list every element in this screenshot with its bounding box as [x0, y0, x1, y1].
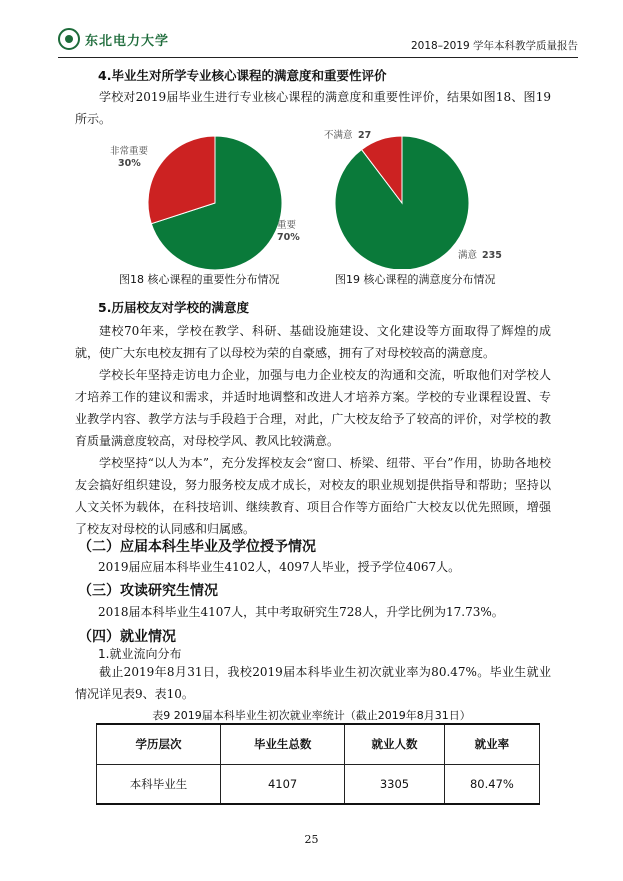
- part4-heading: （四）就业情况: [78, 629, 176, 645]
- table-header-cell: 毕业生总数: [221, 724, 345, 764]
- figure19-caption: 图19 核心课程的满意度分布情况: [335, 273, 496, 286]
- pie-label-name: 重要: [277, 220, 297, 231]
- section5-paragraph: 学校长年坚持走访电力企业，加强与电力企业校友的沟通和交流，听取他们对学校人才培养工作的建议和需求，并适时地调整和改进人才培养方案。学校的专业课程设置、专业教学内容、教学方法与手段趋于合理，对此，广大校友给予了较高的评价，对学校的教育质量满意度较高，对母校学风、教风比较满意。: [75, 368, 551, 448]
- table-header-cell: 就业人数: [345, 724, 445, 764]
- pie-label-value: 27: [358, 130, 372, 141]
- emblem-icon: [58, 28, 80, 50]
- table-header-cell: 学历层次: [97, 724, 221, 764]
- pie-label-value: 70%: [277, 232, 300, 243]
- pie-chart-satisfaction: [320, 124, 550, 269]
- section4-intro: 学校对2019届毕业生进行专业核心课程的满意度和重要性评价，结果如图18、图19所示。: [75, 90, 551, 126]
- page-number: 25: [304, 833, 319, 846]
- section4-heading: 4.毕业生对所学专业核心课程的满意度和重要性评价: [98, 68, 387, 83]
- table-cell: 80.47%: [444, 764, 539, 804]
- logo-text: 东北电力大学: [85, 33, 170, 49]
- pie-label-value: 30%: [118, 158, 141, 169]
- pie-chart-importance: [80, 128, 310, 273]
- table-header-row: [97, 724, 540, 764]
- part4-subheading: 1.就业流向分布: [98, 647, 182, 661]
- section5-heading: 5.历届校友对学校的满意度: [98, 300, 249, 315]
- section5-paragraph: 学校坚持“以人为本”，充分发挥校友会“窗口、桥梁、纽带、平台”作用，协助各地校友会搞好组织建设，努力服务校友成才成长，对校友的职业规划提供指导和帮助；坚持以人文关怀为载体，在科技培训、继续教育、项目合作等方面给广大校友以优先照顾，增强了校友对母校的认同感和归属感。: [75, 456, 551, 536]
- table-cell: 3305: [345, 764, 445, 804]
- university-logo: [58, 28, 169, 50]
- figure18-caption: 图18 核心课程的重要性分布情况: [119, 273, 280, 286]
- pie-label-name: 非常重要: [110, 146, 149, 157]
- part2-text: 2019届应届本科毕业生4102人，4097人毕业，授予学位4067人。: [98, 560, 461, 574]
- table-header-cell: 就业率: [444, 724, 539, 764]
- part4-text: 截止2019年8月31日，我校2019届本科毕业生初次就业率为80.47%。毕业生就业情况详见表9、表10。: [75, 665, 551, 701]
- pie-label-name: 满意: [458, 250, 478, 261]
- pie-label-name: 不满意: [324, 130, 353, 141]
- table-row: [97, 764, 540, 804]
- table9-caption: 表9 2019届本科毕业生初次就业率统计（截止2019年8月31日）: [152, 709, 471, 722]
- table-cell: 本科毕业生: [97, 764, 221, 804]
- employment-table: [96, 723, 540, 805]
- report-title: 2018–2019 学年本科教学质量报告: [410, 40, 578, 52]
- part3-text: 2018届本科毕业生4107人，其中考取研究生728人，升学比例为17.73%。: [98, 605, 504, 619]
- section5-paragraph: 建校70年来，学校在教学、科研、基础设施建设、文化建设等方面取得了辉煌的成就，使广大东电校友拥有了以母校为荣的自豪感，拥有了对母校较高的满意度。: [75, 324, 551, 360]
- part2-heading: （二）应届本科生毕业及学位授予情况: [78, 539, 316, 555]
- page-header: [58, 26, 578, 58]
- pie-label-value: 235: [482, 250, 502, 261]
- part3-heading: （三）攻读研究生情况: [78, 583, 218, 599]
- table-cell: 4107: [221, 764, 345, 804]
